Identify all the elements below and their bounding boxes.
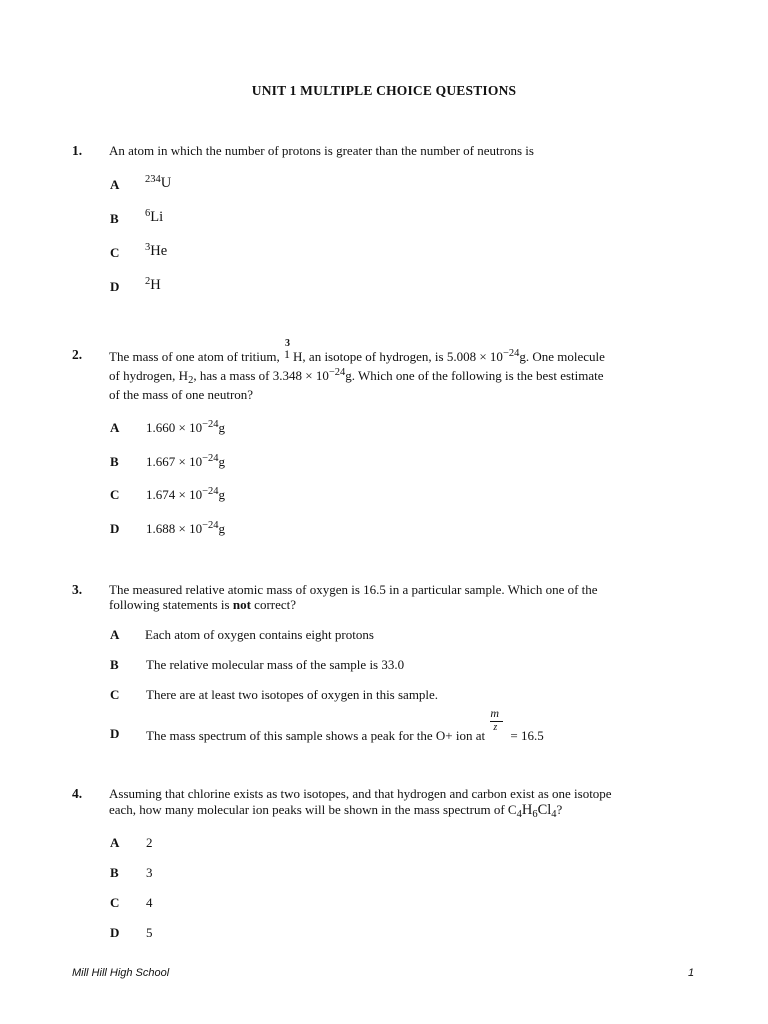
q4-option-d-letter: D [110, 925, 120, 940]
q4-option-a-letter: A [110, 835, 120, 850]
q3-option-b-text: The relative molecular mass of the sample is 33.0 [146, 657, 405, 672]
q3-option-c-letter: C [110, 687, 120, 702]
q2-option-a-text: $1.660 \times 10^{-24}g$ [146, 419, 226, 435]
q1-option-d-text: $^2$H [145, 276, 161, 293]
question-3-line-1: The measured relative atomic mass of oxygen is 16.5 in a particular sample. Which one of the [109, 582, 598, 597]
q3-option-d-text: The mass spectrum of this sample shows a peak for the O+ ion at $\frac{m}{z}$ = 16.5 [146, 706, 544, 743]
q1-option-b-text: $^6$Li [145, 208, 164, 225]
q4-option-d-text: 5 [146, 925, 153, 940]
question-2-line-2: of hydrogen, $H_2$, has a mass of $3.348 \times 10^{-24}g$. Which one of the following is the best estimate [109, 367, 604, 386]
q2-option-c-letter: C [110, 487, 120, 502]
question-1-number: 1. [72, 143, 83, 158]
q1-option-c-letter: C [110, 245, 120, 260]
q3-option-a-letter: A [110, 627, 120, 642]
q3-option-c-text: There are at least two isotopes of oxygen in this sample. [146, 687, 439, 702]
q4-option-c-letter: C [110, 895, 120, 910]
question-1-text: An atom in which the number of protons is greater than the number of neutrons is [109, 143, 534, 158]
footer-school-name: Mill Hill High School [72, 967, 170, 979]
question-4-number: 4. [72, 786, 83, 801]
question-4-line-1: Assuming that chlorine exists as two isotopes, and that hydrogen and carbon exist as one isotope [109, 786, 612, 801]
q2-option-c-text: $1.674 \times 10^{-24}g$ [146, 486, 226, 502]
question-3-line-2: following statements is not correct? [109, 597, 297, 612]
m-over-z-fraction: $\frac{m}{z}$ [490, 726, 504, 740]
q4-option-a-text: 2 [146, 835, 153, 850]
q2-option-a-letter: A [110, 420, 120, 435]
q4-option-b-letter: B [110, 865, 119, 880]
page-title: UNIT 1 MULTIPLE CHOICE QUESTIONS [251, 83, 517, 98]
q2-option-b-letter: B [110, 454, 119, 469]
question-2-number: 2. [72, 347, 83, 362]
q2-option-d-text: $1.688 \times 10^{-24}g$ [146, 520, 226, 536]
question-2-line-3: of the mass of one neutron? [109, 387, 254, 402]
tritium-nuclide-symbol: 3 1 [284, 338, 291, 361]
footer-page-number: 1 [688, 967, 695, 979]
q2-option-b-text: $1.667 \times 10^{-24}g$ [146, 453, 226, 469]
q1-option-a-letter: A [110, 177, 120, 192]
q1-option-a-text: $^{234}$U [145, 174, 172, 191]
q1-option-b-letter: B [110, 211, 119, 226]
q1-option-d-letter: D [110, 279, 120, 294]
q2-option-d-letter: D [110, 521, 120, 536]
question-4-line-2: each, how many molecular ion peaks will be shown in the mass spectrum of $C_4H_6Cl_4$? [109, 802, 563, 820]
question-2-line-1: The mass of one atom of tritium, 3 1 H, an isotope of hydrogen, is $5.008 \times 10^{-24}g$. One molecule [109, 338, 605, 364]
q4-option-b-text: 3 [146, 865, 153, 880]
q3-option-a-text: Each atom of oxygen contains eight protons [145, 627, 374, 642]
q3-option-b-letter: B [110, 657, 119, 672]
q3-option-d-letter: D [110, 726, 120, 741]
q4-option-c-text: 4 [146, 895, 153, 910]
question-3-number: 3. [72, 582, 83, 597]
q1-option-c-text: $^3$He [145, 242, 168, 259]
